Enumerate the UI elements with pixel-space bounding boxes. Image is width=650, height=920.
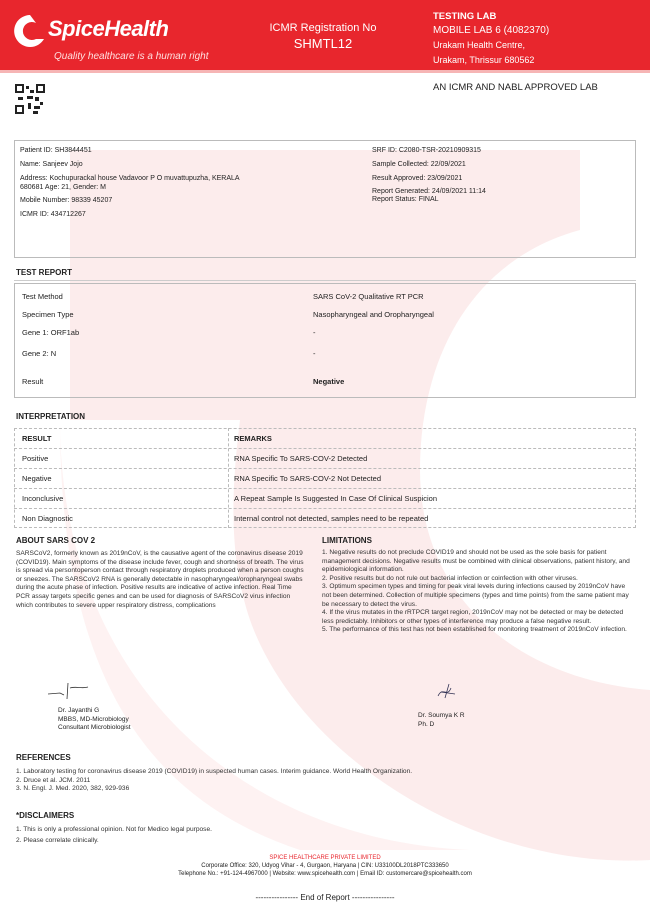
lab-address-2: Urakam, Thrissur 680562 (433, 55, 535, 65)
reference-item: 3. N. Engl. J. Med. 2020, 382, 929-936 (16, 785, 130, 793)
signatory-2 (418, 712, 465, 729)
references-heading: REFERENCES (16, 753, 71, 762)
signatory-2-name: Dr. Soumya K R (418, 712, 465, 719)
signatory-1 (58, 707, 131, 733)
header-banner (0, 0, 650, 70)
icmr-registration (268, 22, 378, 51)
test-row-value: SARS CoV-2 Qualitative RT PCR (313, 292, 424, 301)
header-divider (0, 70, 650, 73)
test-row-value: Negative (313, 377, 345, 386)
srf-id: SRF ID: C2080-TSR-20210909315 (372, 147, 481, 154)
test-row-label: Specimen Type (22, 310, 74, 319)
lab-heading: TESTING LAB (433, 11, 497, 22)
references-list (16, 768, 636, 794)
interpretation-heading: INTERPRETATION (16, 412, 86, 421)
row-divider (14, 448, 636, 449)
limitation-item: 3. Optimum specimen types and timing for peak viral levels during infections caused by 2019nCoV have not been determined. Collection of multiple specimens (types and time points) from the same patient may be necessary to detect the virus. (322, 583, 629, 608)
limitation-item: 4. If the virus mutates in the rRTPCR target region, 2019nCoV may not be detected or may be detected less predictably. Inhibitors or other types of interference may produce a false negative result. (322, 609, 624, 625)
lab-name: MOBILE LAB 6 (4082370) (433, 25, 550, 36)
test-row-value: - (313, 349, 316, 358)
interpretation-remark: Internal control not detected, samples need to be repeated (234, 514, 429, 523)
divider (14, 280, 636, 281)
report-generated: Report Generated: 24/09/2021 11:14 (372, 188, 486, 195)
qr-code-icon (15, 84, 45, 114)
test-row-label: Gene 2: N (22, 349, 57, 358)
row-divider (14, 468, 636, 469)
interpretation-remark: RNA Specific To SARS-COV-2 Detected (234, 454, 368, 463)
disclaimer-item: 2. Please correlate clinically. (16, 836, 99, 844)
footer-contact: Telephone No.: +91-124-4967000 | Website: www.spicehealth.com | Email ID: customercare@spicehealth.com (178, 871, 472, 877)
patient-id: Patient ID: SH3844451 (20, 147, 92, 154)
footer-company: SPICE HEALTHCARE PRIVATE LIMITED (269, 855, 381, 861)
limitations-heading: LIMITATIONS (322, 536, 372, 545)
footer (0, 854, 650, 878)
test-row-value: - (313, 328, 316, 337)
limitation-item: 2. Positive results but do not rule out bacterial infection or coinfection with other viruses. (322, 574, 578, 582)
signatory-1-title: Consultant Microbiologist (58, 724, 131, 731)
signature-jayanthi (48, 680, 98, 700)
result-column-header: RESULT (22, 434, 52, 443)
test-report-heading: TEST REPORT (16, 268, 73, 277)
patient-address: Address: Kochupurackal house Vadavoor P O muvattupuzha, KERALA 680681 Age: 21, Gender: M (20, 175, 240, 191)
sample-details (372, 146, 612, 204)
testing-lab-info (433, 10, 549, 68)
interpretation-result: Negative (22, 474, 52, 483)
reference-item: 2. Druce et al. JCM. 2011 (16, 776, 91, 784)
interpretation-result: Inconclusive (22, 494, 64, 503)
interpretation-remark: A Repeat Sample Is Suggested In Case Of Clinical Suspicion (234, 494, 438, 503)
tagline: Quality healthcare is a human right (54, 51, 209, 62)
sample-collected: Sample Collected: 22/09/2021 (372, 161, 466, 168)
signature-soumya (435, 682, 459, 702)
disclaimers-list (16, 826, 636, 847)
test-row-value: Nasopharyngeal and Oropharyngeal (313, 310, 434, 319)
report-status: Report Status: FINAL (372, 196, 439, 203)
limitation-item: 5. The performance of this test has not been established for monitoring treatment of 2019nCoV infection. (322, 626, 627, 634)
result-approved: Result Approved: 23/09/2021 (372, 175, 463, 182)
remarks-column-header: REMARKS (234, 434, 272, 443)
test-row-label: Result (22, 377, 44, 386)
icmr-label: ICMR Registration No (269, 22, 377, 34)
brand-name: SpiceHealth (48, 16, 169, 41)
end-of-report: ---------------- End of Report ---------------- (255, 893, 395, 902)
interpretation-result: Positive (22, 454, 49, 463)
patient-icmr-id: ICMR ID: 434712267 (20, 211, 86, 218)
signatory-1-name: Dr. Jayanthi G (58, 707, 100, 714)
patient-mobile: Mobile Number: 98339 45207 (20, 197, 113, 204)
about-text: SARSCoV2, formerly known as 2019nCoV, is the causative agent of the coronavirus disease 2019 (COVID19). Main symptoms of the disease include fever, cough and shortness of breath. The virus is spread via persontoperson contact through respiratory droplets produced when a person coughs or sneezes. The SARSCoV2 RNA is generally detectable in nasopharyngeal/oropharyngeal swabs during the acute phase of infection. Positive results are indicative of active infection. Real Time PCR assay targets specific genes and can be used for diagnosis of SARSCoV2 virus infection which contributes to severe upper respiratory distress, complications (16, 550, 304, 609)
test-row-label: Test Method (22, 292, 63, 301)
row-divider (14, 508, 636, 509)
about-heading: ABOUT SARS COV 2 (16, 536, 96, 545)
patient-details (20, 146, 250, 220)
approved-lab-label: AN ICMR AND NABL APPROVED LAB (433, 82, 598, 93)
reference-item: 1. Laboratory testing for coronavirus disease 2019 (COVID19) in suspected human cases. Interim guidance. World Health Organization. (16, 768, 413, 775)
test-row-label: Gene 1: ORF1ab (22, 328, 80, 337)
footer-address: Corporate Office: 320, Udyog Vihar - 4, Gurgaon, Haryana | CIN: U33100DL2018PTC333650 (201, 863, 449, 869)
signatory-2-qualification: Ph. D (418, 720, 435, 728)
row-divider (14, 488, 636, 489)
interpretation-remark: RNA Specific To SARS-COV-2 Not Detected (234, 474, 382, 483)
disclaimer-item: 1. This is only a professional opinion. Not for Medico legal purpose. (16, 826, 212, 833)
patient-name: Name: Sanjeev Jojo (20, 161, 83, 168)
signatory-1-qualification: MBBS, MD-Microbiology (58, 715, 129, 723)
spicehealth-logo-icon (14, 13, 46, 49)
limitations-list (322, 549, 632, 635)
column-divider (228, 428, 229, 528)
lab-address-1: Urakam Health Centre, (433, 40, 526, 50)
interpretation-result: Non Diagnostic (22, 514, 73, 523)
disclaimers-heading: *DISCLAIMERS (16, 811, 75, 820)
icmr-value: SHMTL12 (293, 36, 353, 51)
limitation-item: 1. Negative results do not preclude COVID19 and should not be used as the sole basis for patient management decisions. Negative results must be combined with clinical observations, patient history, and epidemiological information. (322, 549, 630, 574)
